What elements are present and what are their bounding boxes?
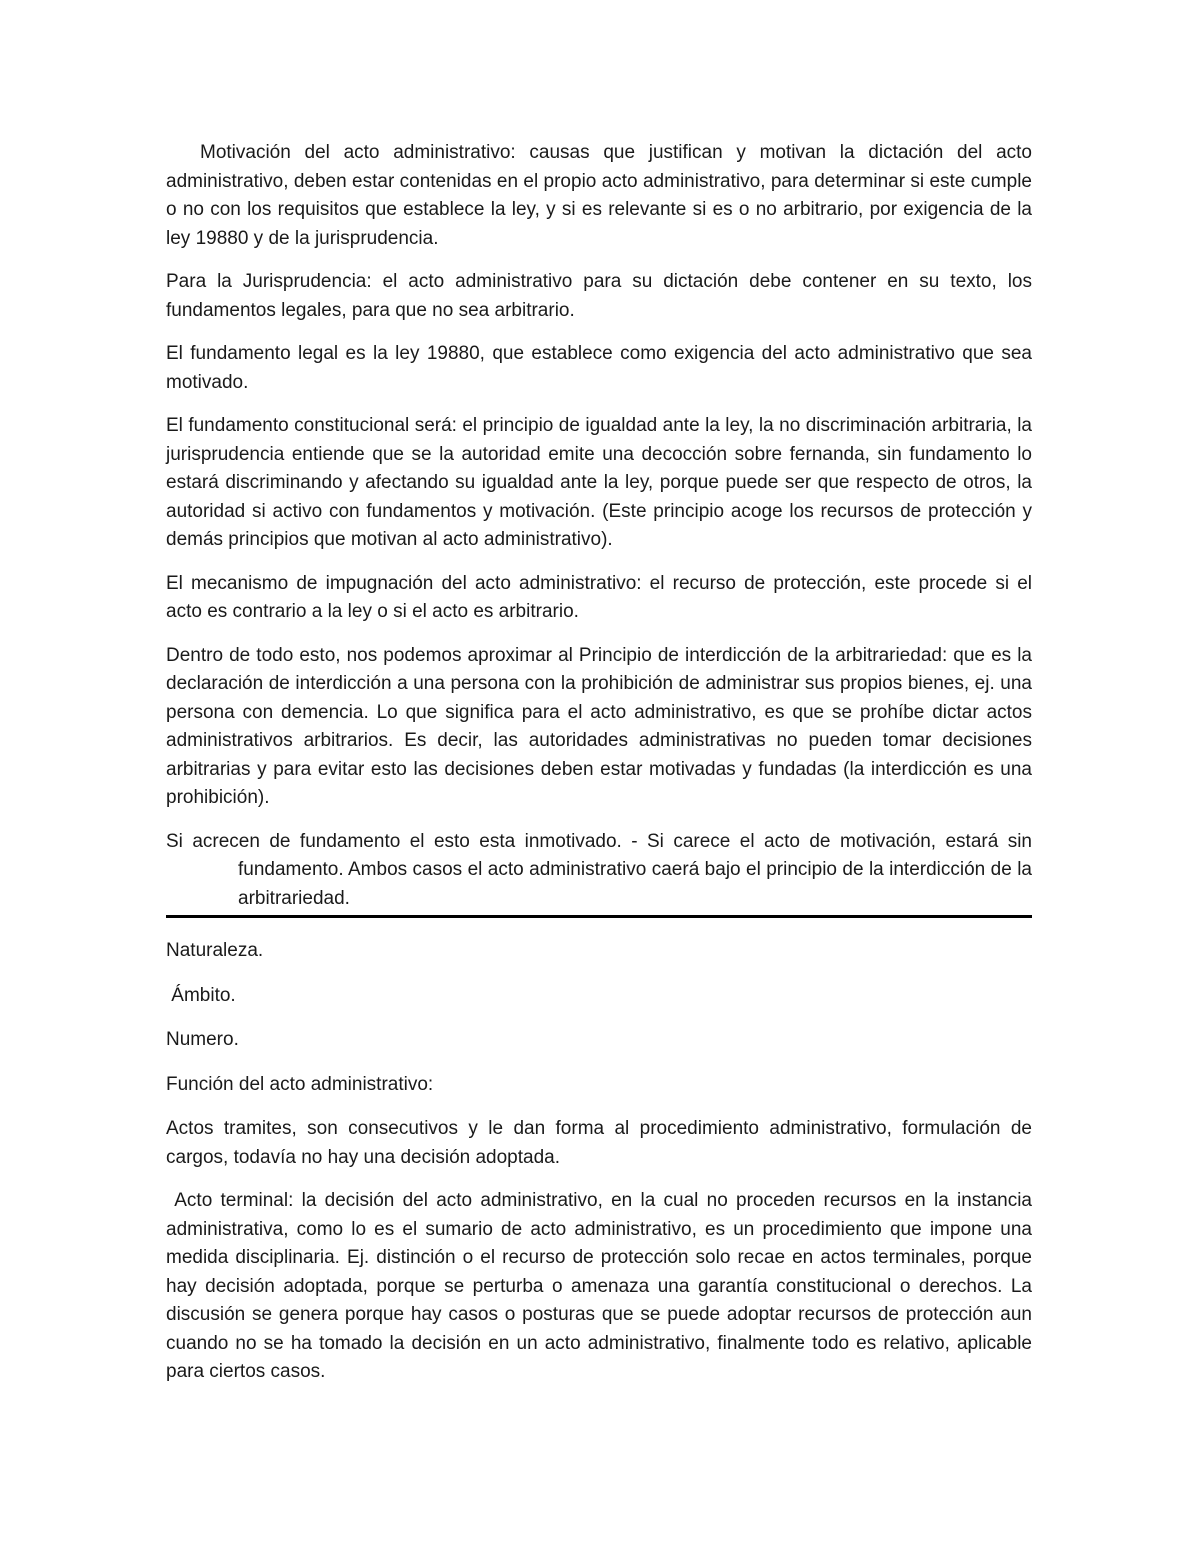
- document-body: [166, 139, 1038, 1402]
- paragraph-motivacion: Motivación del acto administrativo: causas que justifican y motivan la dictación del acto administrativo, deben estar contenidas en el propio acto administrativo, para determinar si este cumple o no con los requisitos que establece la ley, y si es relevante si es o no arbitrario, por exigencia de la ley 19880 y de la jurisprudencia.: [166, 142, 1032, 249]
- paragraph-fundamento-constitucional: El fundamento constitucional será: el principio de igualdad ante la ley, la no discriminación arbitraria, la jurisprudencia entiende que se la autoridad emite una decocción sobre fernanda, sin fundamento lo estará discriminando y afectando su igualdad ante la ley, porque puede ser que respecto de otros, la autoridad si activo con fundamentos y motivación. (Este principio acoge los recursos de protección y demás principios que motivan al acto administrativo).: [166, 415, 1032, 550]
- horizontal-rule: [166, 915, 1032, 918]
- paragraph-mecanismo-impugnacion: El mecanismo de impugnación del acto administrativo: el recurso de protección, este procede si el acto es contrario a la ley o si el acto es arbitrario.: [166, 572, 1032, 622]
- paragraph-interdiccion: Dentro de todo esto, nos podemos aproximar al Principio de interdicción de la arbitrariedad: que es la declaración de interdicción a una persona con la prohibición de administrar sus propios bienes, ej. una persona con demencia. Lo que significa para el acto administrativo, es que se prohíbe dictar actos administrativos arbitrarios. Es decir, las autoridades administrativas no pueden tomar decisiones arbitrarias y para evitar esto las decisiones deben estar motivadas y fundadas (la interdicción es una prohibición).: [166, 644, 1032, 808]
- paragraph-actos-tramites: Actos tramites, son consecutivos y le dan forma al procedimiento administrativo, formulación de cargos, todavía no hay una decisión adoptada.: [166, 1118, 1032, 1168]
- paragraph-ambito: Ámbito.: [166, 984, 236, 1006]
- paragraph-naturaleza: Naturaleza.: [166, 940, 264, 961]
- paragraph-funcion: Función del acto administrativo:: [166, 1073, 434, 1095]
- paragraph-inmotivado: Si acrecen de fundamento el esto esta inmotivado. - Si carece el acto de motivación, estará sin fundamento. Ambos casos el acto administrativo caerá bajo el principio de la interdicción de la arbitrariedad.: [166, 830, 1032, 909]
- paragraph-jurisprudencia: Para la Jurisprudencia: el acto administrativo para su dictación debe contener en su texto, los fundamentos legales, para que no sea arbitrario.: [166, 271, 1032, 321]
- paragraph-fundamento-legal: El fundamento legal es la ley 19880, que establece como exigencia del acto administrativo que sea motivado.: [166, 343, 1032, 393]
- paragraph-acto-terminal: Acto terminal: la decisión del acto administrativo, en la cual no proceden recursos en la instancia administrativa, como lo es el sumario de acto administrativo, es un procedimiento que impone una medida disciplinaria. Ej. distinción o el recurso de protección solo recae en actos terminales, porque hay decisión adoptada, porque se perturba o amenaza una garantía constitucional o derechos. La discusión se genera porque hay casos o posturas que se puede adoptar recursos de protección aun cuando no se ha tomado la decisión en un acto administrativo, finalmente todo es relativo, aplicable para ciertos casos.: [166, 1190, 1038, 1382]
- paragraph-numero: Numero.: [166, 1029, 239, 1050]
